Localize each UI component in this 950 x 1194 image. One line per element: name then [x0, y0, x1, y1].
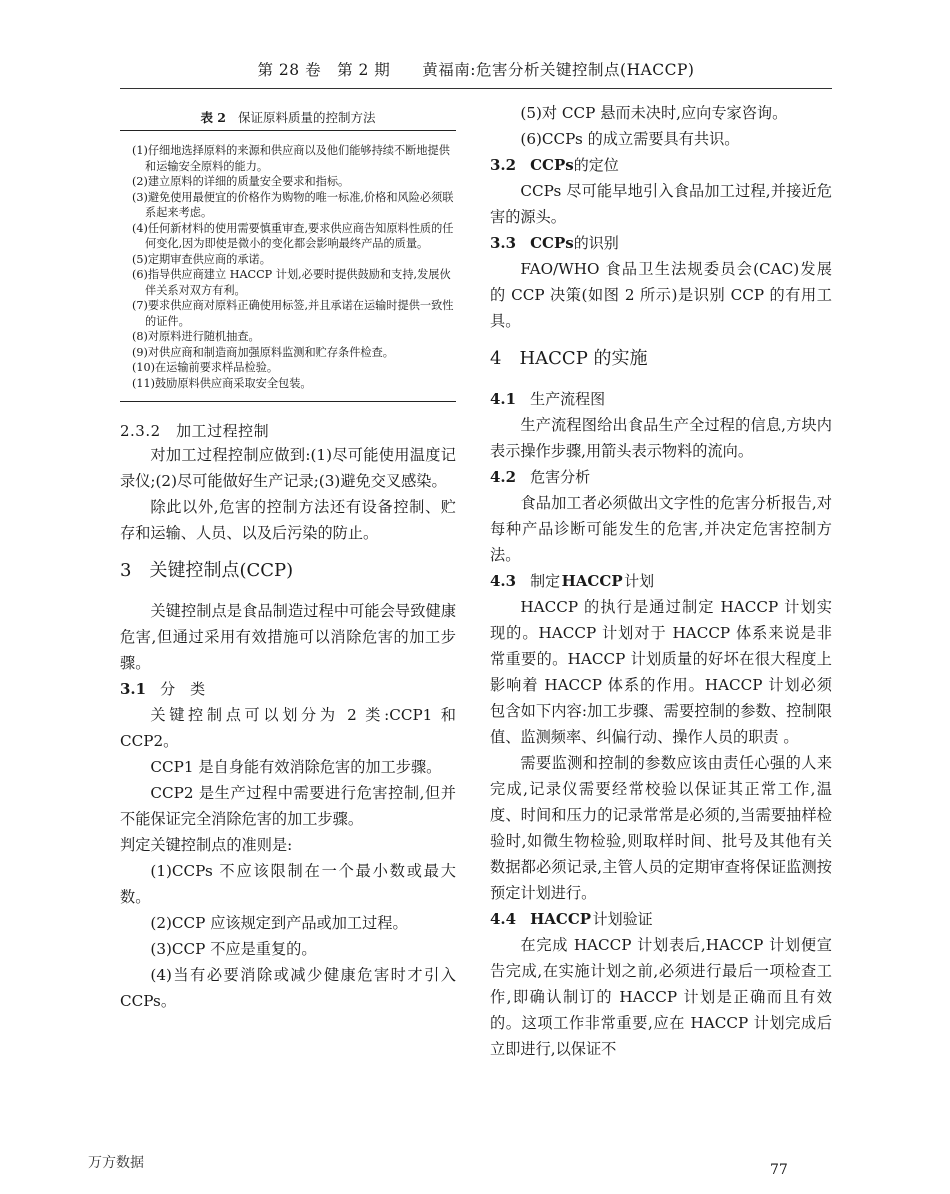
criterion-item: (4)当有必要消除或减少健康危害时才引入 CCPs。	[120, 966, 456, 1010]
table-row: (2)建立原料的详细的质量安全要求和指标。	[132, 175, 350, 188]
table-row: (5)定期审查供应商的承诺。	[132, 252, 271, 266]
paragraph: 除此以外,危害的控制方法还有设备控制、贮存和运输、人员、以及后污染的防止。	[120, 498, 456, 542]
section-heading-4-3	[490, 568, 832, 594]
section-number: 4.3	[490, 572, 517, 590]
paragraph: CCP1 是自身能有效消除危害的加工步骤。	[150, 758, 442, 776]
right-column	[490, 100, 832, 1062]
paragraph: CCPs 尽可能早地引入食品加工过程,并接近危害的源头。	[490, 182, 832, 226]
section-number: 4.1	[490, 390, 517, 408]
table-row: (8)对原料进行随机抽查。	[132, 330, 260, 343]
section-title-bold: CCPs	[530, 234, 574, 252]
paragraph: 判定关键控制点的准则是:	[120, 836, 293, 854]
section-title: 计划验证	[592, 910, 653, 928]
section-title: 分 类	[160, 680, 206, 698]
paragraph: 需要监测和控制的参数应该由责任心强的人来完成,记录仪需要经常校验以保证其正常工作,温度、时间和压力的记录常常是必须的,当需要抽样检验时,如微生物检验,则取样时间、批号及其他有关数据都必须记录,主管人员的定期审查将保证监测按预定计划进行。	[490, 754, 832, 902]
paragraph: CCP2 是生产过程中需要进行危害控制,但并不能保证完全消除危害的加工步骤。	[120, 784, 456, 828]
table-row: (11)鼓励原料供应商采取安全包装。	[132, 376, 312, 390]
section-number: 4.2	[490, 468, 517, 486]
section-heading-4-2	[490, 464, 832, 490]
table-title: 保证原料质量的控制方法	[238, 110, 376, 125]
criterion-item: (2)CCP 应该规定到产品或加工过程。	[150, 914, 408, 932]
criterion-item: (5)对 CCP 悬而未决时,应向专家咨询。	[520, 104, 788, 122]
section-heading-2-3-2: 2.3.2 加工过程控制	[120, 422, 270, 440]
section-title-bold: CCPs	[530, 156, 574, 174]
paragraph: 对加工过程控制应做到:(1)尽可能使用温度记录仪;(2)尽可能做好生产记录;(3)避免交叉感染。	[120, 446, 456, 490]
table-bottom-rule	[120, 401, 456, 402]
section-title: 的识别	[573, 234, 619, 252]
section-title: 计划	[624, 572, 655, 590]
section-title-bold: HACCP	[561, 572, 623, 590]
criterion-item: (6)CCPs 的成立需要具有共识。	[520, 130, 740, 148]
criterion-item: (1)CCPs 不应该限制在一个最小数或最大数。	[120, 862, 456, 906]
paragraph: 生产流程图给出食品生产全过程的信息,方块内表示操作步骤,用箭头表示物料的流向。	[490, 416, 832, 460]
table-caption	[120, 100, 456, 130]
paragraph: FAO/WHO 食品卫生法规委员会(CAC)发展的 CCP 决策(如图 2 所示)是识别 CCP 的有用工具。	[490, 260, 832, 330]
running-head: 第 28 卷 第 2 期 黄福南:危害分析关键控制点(HACCP)	[257, 61, 695, 79]
table-row: (4)任何新材料的使用需要慎重审查,要求供应商告知原料性质的任何变化,因为即使是微小的变化都会影响最终产品的质量。	[132, 221, 454, 250]
section-number: 3.3	[490, 234, 517, 252]
section-heading-4-1	[490, 386, 832, 412]
criterion-item: (3)CCP 不应是重复的。	[150, 940, 317, 958]
section-heading-3-3	[490, 230, 832, 256]
section-heading-4: 4 HACCP 的实施	[490, 348, 648, 369]
paragraph: 食品加工者必须做出文字性的危害分析报告,对每种产品诊断可能发生的危害,并决定危害控制方法。	[490, 494, 832, 564]
section-heading-3-2	[490, 152, 832, 178]
section-number: 3.2	[490, 156, 517, 174]
header-rule	[120, 88, 832, 89]
section-title: 危害分析	[530, 468, 591, 486]
table-row: (7)要求供应商对原料正确使用标签,并且承诺在运输时提供一致性的证件。	[132, 299, 454, 328]
section-heading-3: 3 关键控制点(CCP)	[120, 560, 294, 581]
left-column	[120, 100, 456, 1014]
section-title: 的定位	[573, 156, 619, 174]
table-row: (6)指导供应商建立 HACCP 计划,必要时提供鼓励和支持,发展伙伴关系对双方有利。	[132, 268, 451, 297]
section-number: 3.1	[120, 680, 147, 698]
table-row: (9)对供应商和制造商加强原料监测和贮存条件检查。	[132, 345, 394, 359]
table-row: (3)避免使用最便宜的价格作为购物的唯一标准,价格和风险必须联系起来考虑。	[132, 190, 454, 219]
table-row: (1)仔细地选择原料的来源和供应商以及他们能够持续不断地提供和运输安全原料的能力。	[132, 144, 450, 173]
section-heading-3-1	[120, 676, 456, 702]
section-heading-4-4	[490, 906, 832, 932]
section-title: 生产流程图	[530, 390, 606, 408]
table-body	[120, 131, 456, 401]
paragraph: HACCP 的执行是通过制定 HACCP 计划实现的。HACCP 计划对于 HACCP 体系来说是非常重要的。HACCP 计划质量的好坏在很大程度上影响着 HACCP 体系的作用。HACCP 计划必须包含如下内容:加工步骤、需要控制的参数、控制限值、监测频率、纠偏行动、操作人员的职责 。	[490, 598, 832, 746]
footer-watermark: 万方数据	[88, 1155, 144, 1171]
paragraph: 关键控制点是食品制造过程中可能会导致健康危害,但通过采用有效措施可以消除危害的加工步骤。	[120, 602, 456, 672]
table-label: 表 2	[200, 110, 227, 125]
section-title-prefix: 制定	[530, 572, 561, 590]
page-number: 77	[770, 1162, 788, 1178]
section-number: 4.4	[490, 910, 517, 928]
paragraph: 在完成 HACCP 计划表后,HACCP 计划便宣告完成,在实施计划之前,必须进行最后一项检查工作,即确认制订的 HACCP 计划是正确而且有效的。这项工作非常重要,应在 HACCP 计划完成后立即进行,以保证不	[490, 936, 832, 1058]
table-row: (10)在运输前要求样品检验。	[132, 361, 279, 374]
section-title-bold: HACCP	[530, 910, 592, 928]
paragraph: 关键控制点可以划分为 2 类:CCP1 和 CCP2。	[120, 706, 456, 750]
